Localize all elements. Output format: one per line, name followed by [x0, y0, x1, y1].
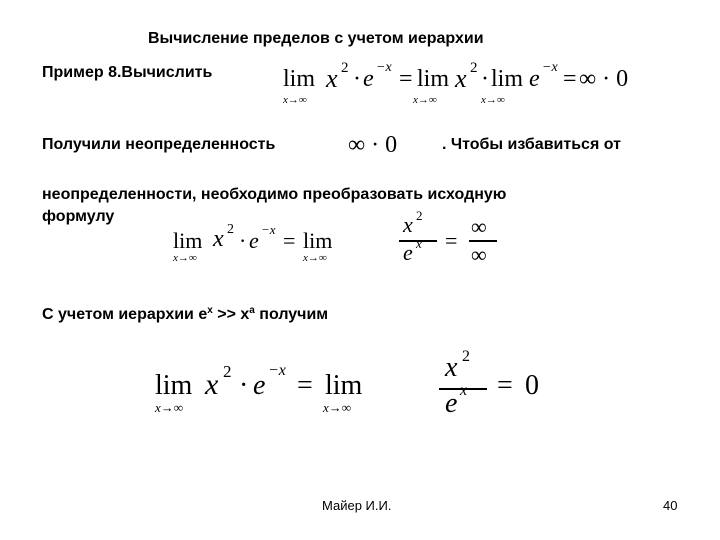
example-label: Пример 8.Вычислить — [42, 64, 213, 81]
lim-4: lim — [173, 228, 203, 253]
lim-sub-6: x→∞ — [155, 400, 184, 415]
lim-7: lim — [325, 370, 363, 401]
var-e-3: e — [249, 228, 259, 253]
hierarchy-prefix: С учетом иерархии e — [42, 306, 208, 323]
frac-inf-num: ∞ — [471, 214, 487, 239]
var-e-1: e — [363, 66, 374, 92]
var-e-2: e — [529, 66, 540, 92]
frac-den-exp-2: x — [460, 382, 468, 399]
paragraph-line-3: формулу — [42, 208, 115, 225]
eq-2: = — [563, 66, 577, 92]
var-x-3: x — [213, 226, 224, 252]
dot-3: · — [239, 228, 247, 253]
frac-num-exp: 2 — [416, 208, 423, 223]
exp-negx-1: −x — [376, 60, 392, 75]
formula-2 — [173, 208, 513, 272]
to-remove-text: . Чтобы избавиться от — [442, 136, 621, 153]
lim-sub-7: x→∞ — [323, 400, 352, 415]
hierarchy-line — [42, 305, 328, 324]
lim-3: lim — [491, 66, 524, 92]
hierarchy-exp-x: x — [207, 305, 213, 316]
exp-negx-2: −x — [542, 60, 558, 75]
frac-num-x-2: x — [445, 352, 458, 383]
slide-title: Вычисление пределов с учетом иерархии — [148, 30, 484, 47]
var-e-4: e — [253, 370, 266, 401]
hierarchy-suffix: получим — [254, 306, 329, 323]
page-number: 40 — [663, 498, 678, 513]
hierarchy-mid: >> x — [212, 306, 250, 323]
lim-sub-2: x→∞ — [413, 94, 437, 106]
lim-sub-3: x→∞ — [481, 94, 505, 106]
var-x-1: x — [326, 64, 338, 93]
exp-2-1: 2 — [341, 60, 349, 76]
indeterminacy-inf-dot-zero: ∞ · 0 — [348, 132, 398, 158]
formula-3 — [155, 348, 575, 424]
eq-6: = — [497, 370, 513, 401]
var-x-4: x — [205, 368, 219, 401]
frac-num-exp-2: 2 — [462, 348, 470, 365]
exp-2-3: 2 — [227, 222, 234, 237]
lim-sub-4: x→∞ — [173, 252, 197, 264]
dot-4: · — [239, 370, 249, 401]
paragraph-line-2: неопределенности, необходимо преобразовать исходную — [42, 186, 507, 203]
lim-sub-1: x→∞ — [283, 94, 307, 106]
lim-sub-5: x→∞ — [303, 252, 327, 264]
exp-2-4: 2 — [223, 362, 232, 381]
eq-1: = — [399, 66, 413, 92]
dot-1: · — [353, 66, 361, 92]
eq-5: = — [297, 370, 313, 401]
frac-den-exp: x — [416, 236, 422, 251]
eq-3: = — [283, 228, 296, 253]
exp-2-2: 2 — [470, 60, 478, 76]
result-zero: 0 — [525, 370, 539, 401]
exp-negx-4: −x — [268, 362, 286, 379]
frac-num-x: x — [403, 212, 413, 237]
frac-den-e: e — [403, 240, 413, 265]
lim-1: lim — [283, 66, 316, 92]
formula-1 — [283, 60, 629, 112]
hierarchy-exp-a: a — [249, 305, 255, 316]
result-inf-dot-zero: ∞ · 0 — [579, 66, 629, 92]
eq-4: = — [445, 228, 458, 253]
var-x-2: x — [455, 64, 467, 93]
frac-den-e-2: e — [445, 388, 458, 419]
lim-5: lim — [303, 228, 333, 253]
got-indeterminacy-text: Получили неопределенность — [42, 136, 276, 153]
dot-2: · — [481, 66, 489, 92]
frac-inf-den: ∞ — [471, 242, 487, 267]
lim-6: lim — [155, 370, 193, 401]
lim-2: lim — [417, 66, 450, 92]
author-footer: Майер И.И. — [322, 498, 392, 513]
exp-negx-3: −x — [261, 222, 276, 237]
